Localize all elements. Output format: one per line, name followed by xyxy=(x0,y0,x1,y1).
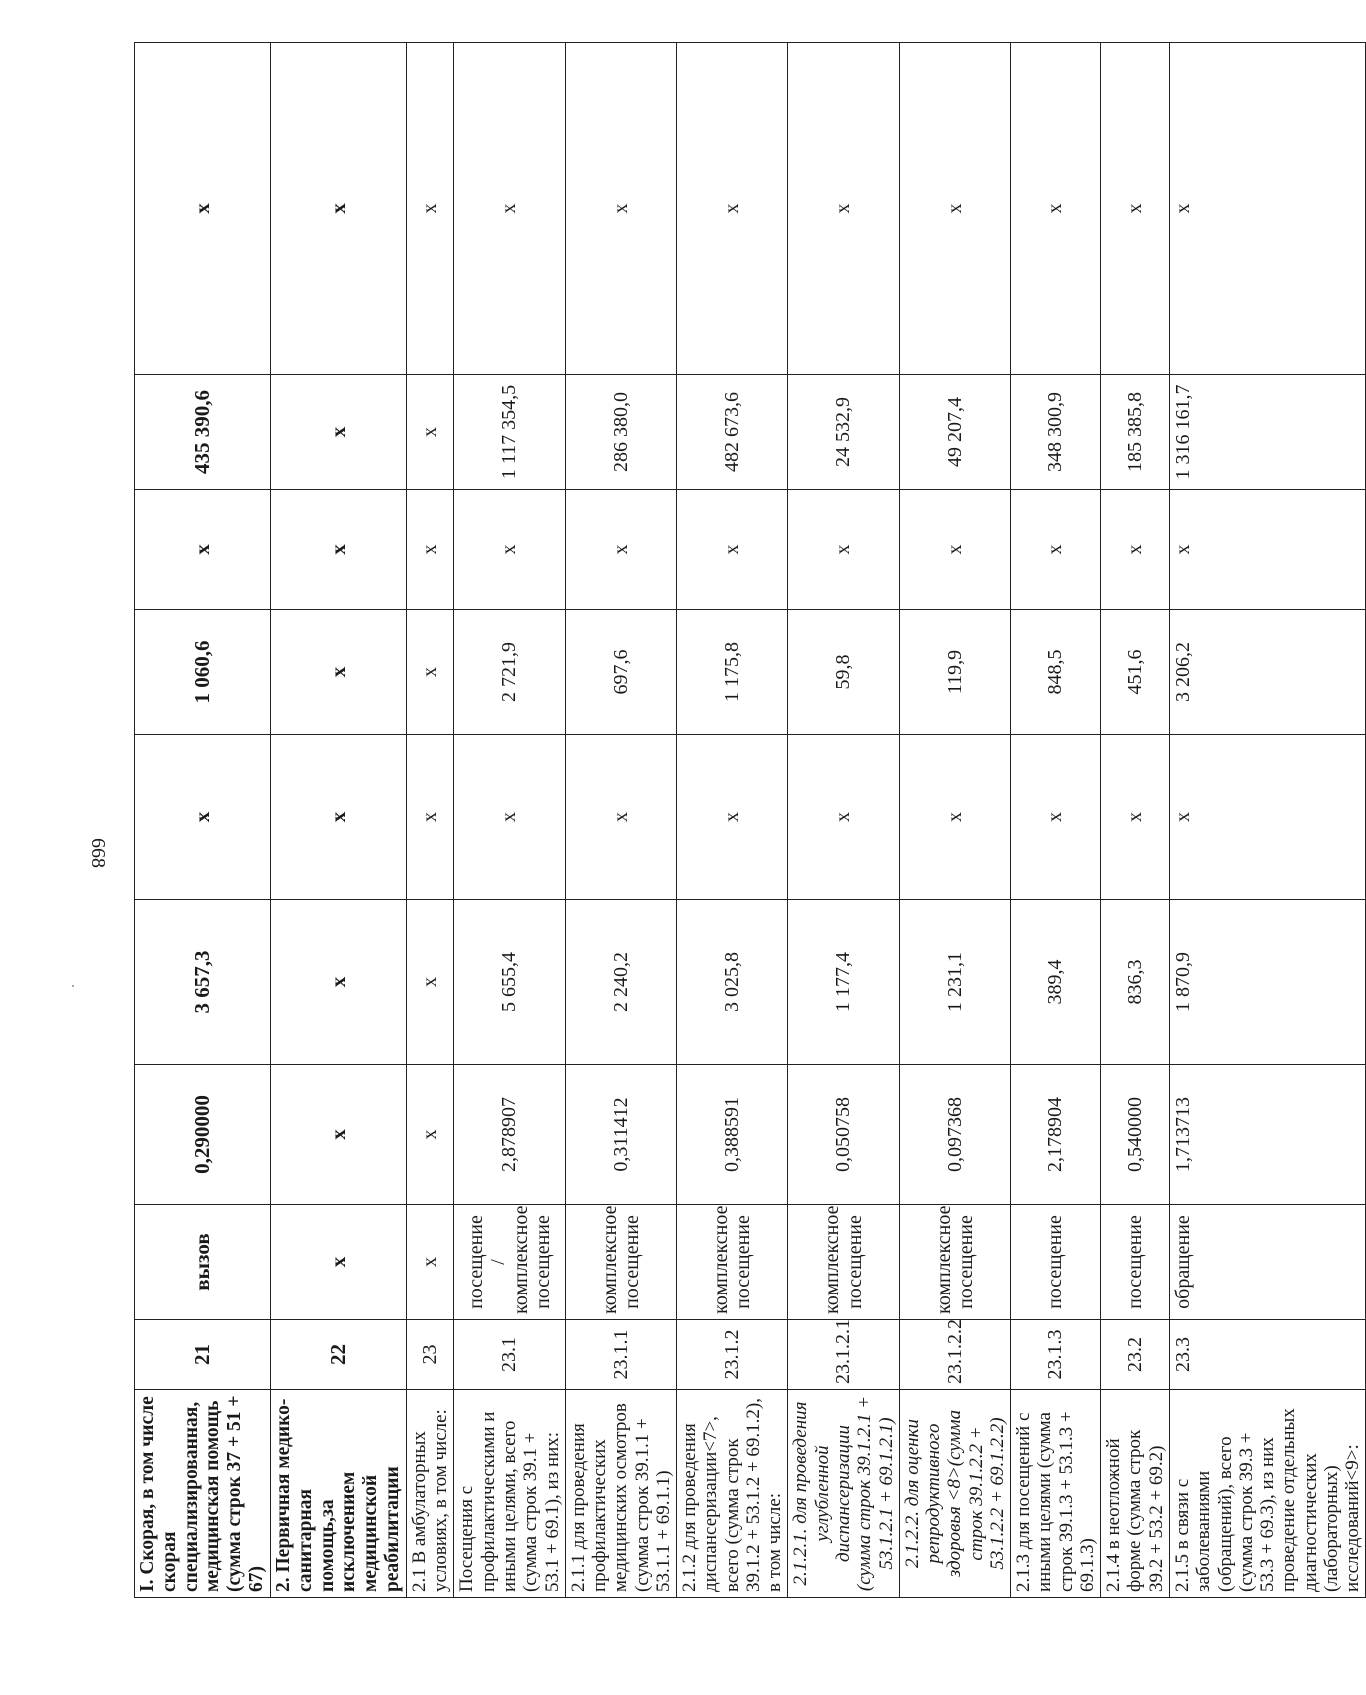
row-name: 2. Первичная медико-санитарная помощь,за исключением медицинской реабилитации xyxy=(270,1390,406,1598)
row-value: х xyxy=(565,43,676,375)
row-value: 0,540000 xyxy=(1101,1065,1170,1205)
row-value: 389,4 xyxy=(1011,900,1101,1065)
row-code: 23.1.2.1 xyxy=(788,1320,899,1390)
row-unit: посещение xyxy=(1101,1205,1170,1320)
row-value: 836,3 xyxy=(1101,900,1170,1065)
row-value: х xyxy=(1169,735,1365,900)
row-value: х xyxy=(406,1065,454,1205)
row-value: 3 206,2 xyxy=(1169,610,1365,735)
row-value: х xyxy=(135,490,271,610)
row-unit: комплексное посещение xyxy=(788,1205,899,1320)
row-value: х xyxy=(788,490,899,610)
row-unit: посещение xyxy=(1011,1205,1101,1320)
row-value: х xyxy=(406,735,454,900)
row-name: 2.1.5 в связи с заболеваниями (обращений), всего (сумма строк 39.3 + 53.3 + 69.3), из них проведение отдельных диагностических (лабораторных) исследований<9>: xyxy=(1169,1390,1365,1598)
row-value: 1 117 354,5 xyxy=(454,375,565,490)
table-row xyxy=(899,43,1010,1598)
row-value: х xyxy=(270,490,406,610)
row-value: х xyxy=(1101,43,1170,375)
row-name: 2.1.3 для посещений с иными целями (сумма строк 39.1.3 + 53.1.3 + 69.1.3) xyxy=(1011,1390,1101,1598)
row-code: 23.2 xyxy=(1101,1320,1170,1390)
row-name: 2.1.2.2. для оценки репродуктивного здоровья <8>(сумма строк 39.1.2.2 + 53.1.2.2 + 69.1.2.2) xyxy=(899,1390,1010,1598)
row-name: 2.1.2 для проведения диспансеризации<7>, всего (сумма строк 39.1.2 + 53.1.2 + 69.1.2), в том числе: xyxy=(677,1390,788,1598)
row-unit: х xyxy=(406,1205,454,1320)
row-value: 59,8 xyxy=(788,610,899,735)
row-value: 24 532,9 xyxy=(788,375,899,490)
row-value: 5 655,4 xyxy=(454,900,565,1065)
row-value: х xyxy=(1011,43,1101,375)
row-value: 435 390,6 xyxy=(135,375,271,490)
table-row xyxy=(1169,43,1365,1598)
row-value: 286 380,0 xyxy=(565,375,676,490)
financing-table xyxy=(134,42,1366,1598)
row-value: 2 721,9 xyxy=(454,610,565,735)
table-row xyxy=(135,43,271,1598)
table-row xyxy=(406,43,454,1598)
row-name: 2.1.1 для проведения профилактических медицинских осмотров (сумма строк 39.1.1 + 53.1.1 + 69.1.1) xyxy=(565,1390,676,1598)
row-value: х xyxy=(454,735,565,900)
row-value: 1 870,9 xyxy=(1169,900,1365,1065)
row-value: х xyxy=(406,375,454,490)
row-code: 23 xyxy=(406,1320,454,1390)
row-value: х xyxy=(270,43,406,375)
table-row xyxy=(454,43,565,1598)
table-row xyxy=(1101,43,1170,1598)
row-value: 1,713713 xyxy=(1169,1065,1365,1205)
row-name: 2.1 В амбулаторных условиях, в том числе: xyxy=(406,1390,454,1598)
row-value: 848,5 xyxy=(1011,610,1101,735)
row-value: х xyxy=(406,43,454,375)
row-unit: посещение / комплексное посещение xyxy=(454,1205,565,1320)
row-code: 23.1.1 xyxy=(565,1320,676,1390)
row-unit: комплексное посещение xyxy=(899,1205,1010,1320)
row-value: х xyxy=(677,735,788,900)
row-value: 119,9 xyxy=(899,610,1010,735)
row-code: 23.3 xyxy=(1169,1320,1365,1390)
row-value: 2 240,2 xyxy=(565,900,676,1065)
row-value: х xyxy=(1169,43,1365,375)
row-value: 1 231,1 xyxy=(899,900,1010,1065)
row-value: 2,178904 xyxy=(1011,1065,1101,1205)
table-row xyxy=(677,43,788,1598)
row-name: Посещения с профилактическими и иными целями, всего (сумма строк 39.1 + 53.1 + 69.1), из них: xyxy=(454,1390,565,1598)
row-value: х xyxy=(406,610,454,735)
row-code: 23.1 xyxy=(454,1320,565,1390)
row-value: 0,050758 xyxy=(788,1065,899,1205)
row-value: х xyxy=(1101,735,1170,900)
row-value: 1 177,4 xyxy=(788,900,899,1065)
row-code: 23.1.2 xyxy=(677,1320,788,1390)
row-value: х xyxy=(899,43,1010,375)
row-value: 1 316 161,7 xyxy=(1169,375,1365,490)
table-row xyxy=(788,43,899,1598)
row-value: х xyxy=(1101,490,1170,610)
row-value: х xyxy=(454,490,565,610)
row-value: х xyxy=(135,735,271,900)
row-value: 0,311412 xyxy=(565,1065,676,1205)
row-value: х xyxy=(565,490,676,610)
row-value: 185 385,8 xyxy=(1101,375,1170,490)
row-value: х xyxy=(899,735,1010,900)
row-value: х xyxy=(565,735,676,900)
row-code: 23.1.3 xyxy=(1011,1320,1101,1390)
row-value: х xyxy=(788,735,899,900)
row-value: х xyxy=(270,375,406,490)
row-value: 0,388591 xyxy=(677,1065,788,1205)
row-value: х xyxy=(899,490,1010,610)
row-value: х xyxy=(677,490,788,610)
row-value: 451,6 xyxy=(1101,610,1170,735)
row-value: х xyxy=(1169,490,1365,610)
row-unit: х xyxy=(270,1205,406,1320)
row-value: 1 175,8 xyxy=(677,610,788,735)
row-value: х xyxy=(270,735,406,900)
row-value: 49 207,4 xyxy=(899,375,1010,490)
row-value: 3 025,8 xyxy=(677,900,788,1065)
row-unit: комплексное посещение xyxy=(565,1205,676,1320)
row-code: 22 xyxy=(270,1320,406,1390)
row-value: 2,878907 xyxy=(454,1065,565,1205)
row-value: х xyxy=(1011,735,1101,900)
row-unit: обращение xyxy=(1169,1205,1365,1320)
row-value: х xyxy=(1011,490,1101,610)
row-value: 697,6 xyxy=(565,610,676,735)
row-unit: комплексное посещение xyxy=(677,1205,788,1320)
row-name: 2.1.2.1. для проведения углубленной диспансеризации (сумма строк 39.1.2.1 + 53.1.2.1 + 69.1.2.1) xyxy=(788,1390,899,1598)
row-value: 1 060,6 xyxy=(135,610,271,735)
row-value: х xyxy=(135,43,271,375)
row-value: 0,290000 xyxy=(135,1065,271,1205)
row-name: 2.1.4 в неотложной форме (сумма строк 39.2 + 53.2 + 69.2) xyxy=(1101,1390,1170,1598)
page-number: 668 xyxy=(87,838,109,868)
row-unit: вызов xyxy=(135,1205,271,1320)
scan-speck xyxy=(72,985,74,987)
table-row xyxy=(1011,43,1101,1598)
row-value: 0,097368 xyxy=(899,1065,1010,1205)
table-row xyxy=(270,43,406,1598)
rotated-page-content xyxy=(134,43,1364,1598)
row-code: 23.1.2.2 xyxy=(899,1320,1010,1390)
row-value: х xyxy=(406,490,454,610)
row-value: х xyxy=(270,610,406,735)
row-value: 3 657,3 xyxy=(135,900,271,1065)
row-value: х xyxy=(270,1065,406,1205)
row-value: х xyxy=(270,900,406,1065)
row-value: х xyxy=(788,43,899,375)
table-row xyxy=(565,43,676,1598)
row-code: 21 xyxy=(135,1320,271,1390)
row-value: х xyxy=(406,900,454,1065)
row-value: 482 673,6 xyxy=(677,375,788,490)
row-value: х xyxy=(677,43,788,375)
row-value: 348 300,9 xyxy=(1011,375,1101,490)
row-name: I. Скорая, в том числе скорая специализированная, медицинская помощь (сумма строк 37 + 51 + 67) xyxy=(135,1390,271,1598)
row-value: х xyxy=(454,43,565,375)
